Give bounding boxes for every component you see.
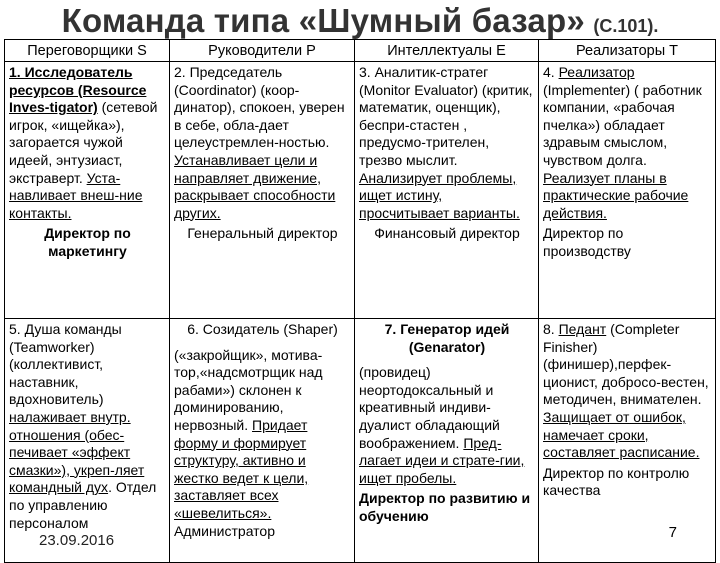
role-position: Директор по маркетингу [44, 225, 131, 259]
role-function: Реализует планы в практические рабочие действия. [543, 169, 689, 221]
cell-implementer [539, 62, 716, 319]
cell-completer-finisher [539, 319, 716, 563]
role-desc: (провидец) неортодоксальный и креативный индиви-дуалист обладающий воображением. [359, 364, 500, 451]
role-desc: 2. Председатель (Coordinator) (коор-динатор), спокоен, уверен в себе, обла-дает целеустремлен-ностью. [174, 64, 345, 151]
role-number: 8. [543, 321, 559, 337]
role-function: Уста-навливает внеш-ние контакты. [9, 169, 143, 221]
table-row [5, 62, 716, 319]
header-negotiators: Переговорщики S [5, 40, 170, 62]
cell-shaper [170, 319, 355, 563]
header-intellectuals: Интеллектуалы E [355, 40, 539, 62]
slide-title [0, 2, 720, 40]
slide-date: 23.09.2016 [39, 532, 115, 550]
cell-coordinator [170, 62, 355, 319]
role-title: Педант [558, 321, 607, 337]
role-number: 4. [543, 64, 559, 80]
role-desc: (Completer Finisher) (финишер),перфек-ционист, добросо-вестен, методичен, внимателен. [543, 321, 709, 408]
role-desc: («закройщик», мотива-тор,«надсмотрщик над рабами») склонен к доминированию, нервозный. [174, 346, 323, 433]
role-position: Финансовый директор [374, 225, 520, 242]
role-desc: (Implementer) ( работник компании, «рабочая пчелка») обладает здравым смыслом, чувством долга. [543, 81, 702, 168]
header-row [5, 40, 716, 62]
cell-resource-investigator [5, 62, 170, 319]
role-function: Защищает от ошибок, намечает сроки, составляет расписание. [543, 408, 700, 461]
role-position: Директор по развитию и обучению [359, 490, 531, 524]
role-title: 1. Исследователь ресурсов (Resource Inves-tigator) [9, 64, 147, 116]
role-title: 7. Генератор идей (Genarator) [384, 321, 510, 355]
role-function: Устанавливает цели и направляет движение, раскрывает способности других. [174, 151, 336, 221]
role-desc: (сетевой игрок, «ищейка»), загорается чужой идеей, энтузиаст, экстраверт. [9, 99, 158, 186]
role-function: налаживает внутр. отношения (обес-печивает «эффект смазки»), укреп-ляет командный дух [9, 408, 145, 496]
role-position: Генеральный директор [187, 225, 338, 242]
role-function: Пред-лагает идеи и страте-гии, ищет пробелы. [359, 434, 525, 486]
header-leaders: Руководители P [170, 40, 355, 62]
role-title: 6. Созидатель (Shaper) [187, 321, 338, 337]
role-desc: 5. Душа команды (Teamworker) (коллективист, наставник, вдохновитель) [9, 321, 122, 408]
role-title: Реализатор [558, 64, 635, 80]
table-row [5, 319, 716, 563]
title-main: Команда типа «Шумный базар» [61, 2, 585, 39]
page-number: 7 [668, 524, 677, 542]
role-position: . Отдел по управлению персоналом [9, 479, 157, 531]
role-function: Придает форму и формирует структуру, активно и жестко ведет к цели, заставляет всех «шевелиться». [174, 416, 309, 521]
role-position: Администратор [174, 522, 276, 539]
cell-teamworker [5, 319, 170, 563]
role-desc: 3. Аналитик-стратег (Monitor Evaluator) (критик, математик, оценщик), беспри-стастен , предусмо-трителен, трезво мыслит. [359, 64, 533, 168]
cell-monitor-evaluator [355, 62, 539, 319]
role-position: Директор по контролю качества [543, 464, 690, 499]
role-position: Директор по производству [543, 225, 631, 259]
header-implementers: Реализаторы T [539, 40, 716, 62]
title-page-ref: (С.101). [593, 16, 659, 36]
team-roles-table [4, 39, 716, 563]
cell-plant [355, 319, 539, 563]
role-function: Анализирует проблемы, ищет истину, просчитывает варианты. [359, 169, 520, 221]
